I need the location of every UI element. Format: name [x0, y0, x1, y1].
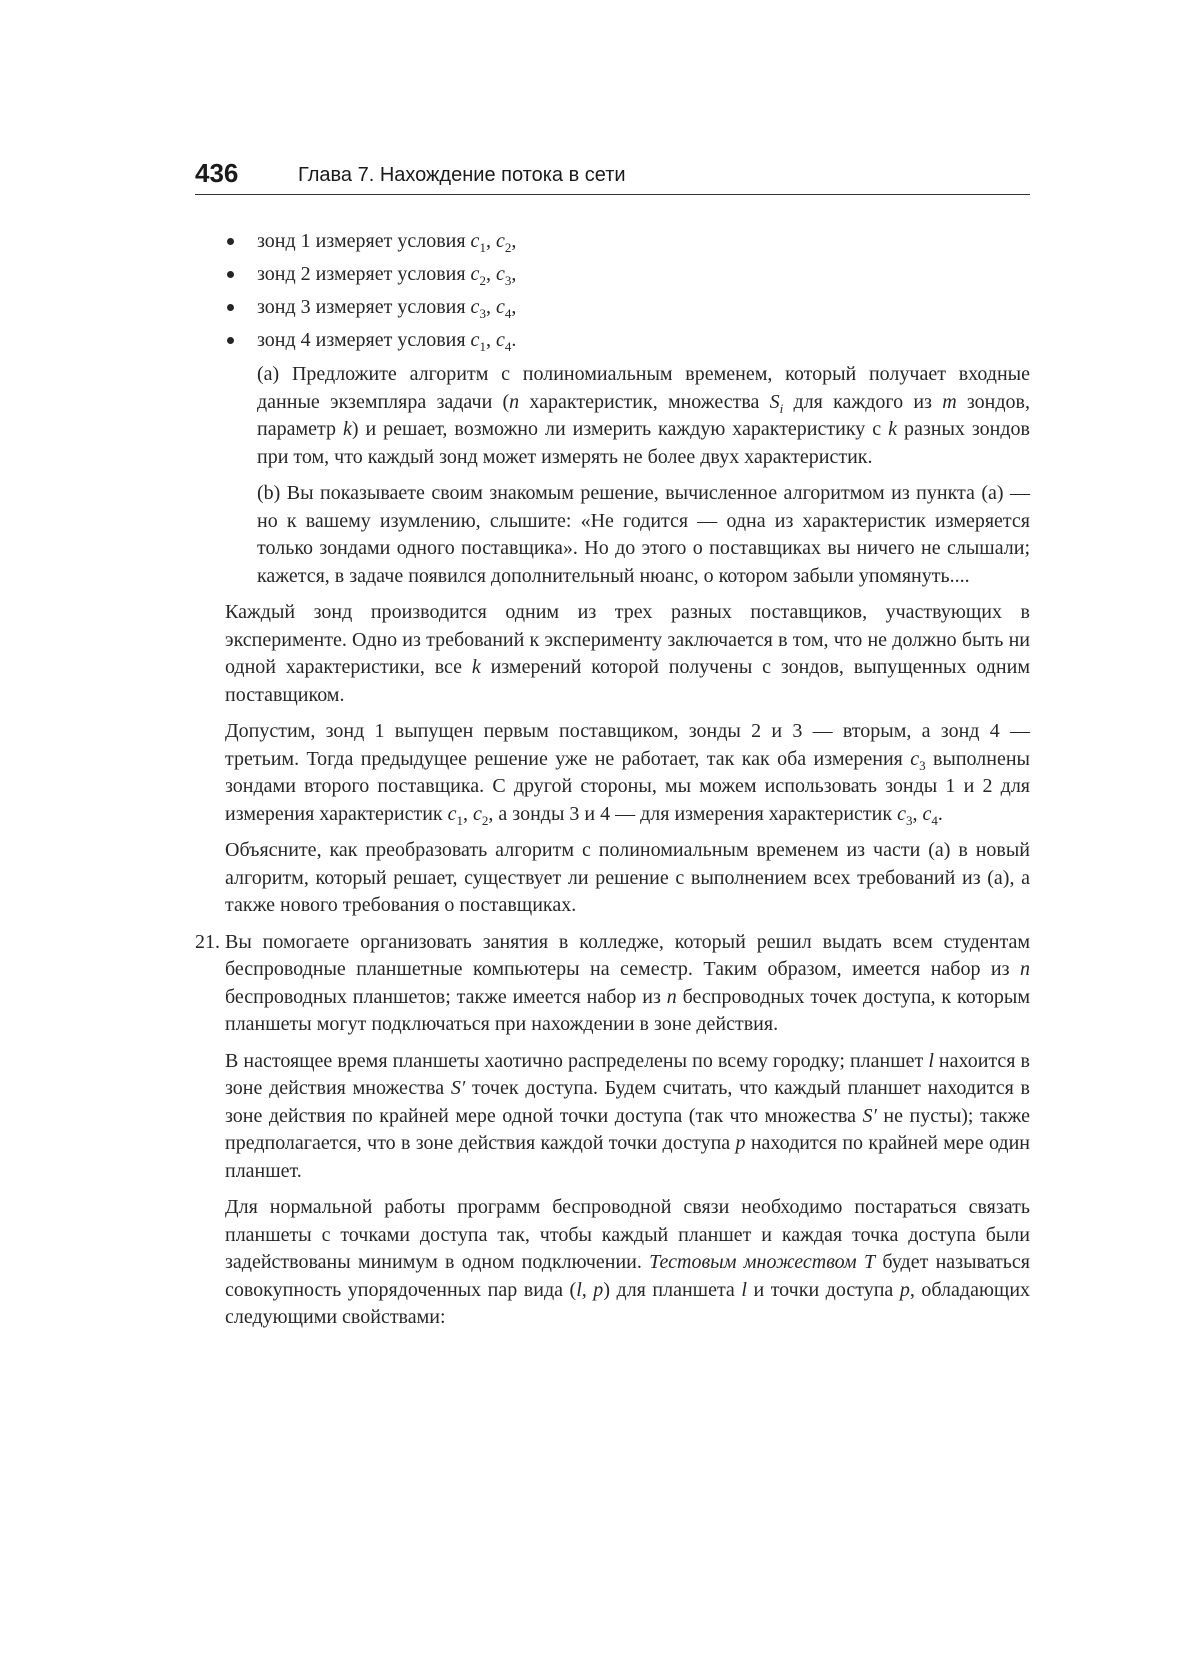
list-item: зонд 1 измеряет условия $c_1$, $c_2$,	[225, 225, 1030, 258]
list-item: зонд 2 измеряет условия $c_2$, $c_3$,	[225, 258, 1030, 291]
part-a-paragraph: (a) Предложите алгоритм с полиномиальным временем, который получает входные данные экземпляра задачи (n характеристик, множества $S_i$ для каждого из m зондов, параметр k) и решает, возможно ли измерить каждую характеристику с k разных зондов при том, что каждый зонд может измерять не более двух характеристик.	[257, 363, 1030, 468]
problem-number: 21.	[195, 930, 220, 953]
list-item: зонд 4 измеряет условия $c_1$, $c_4$.	[225, 324, 1030, 357]
page-number: 436	[195, 158, 239, 188]
bullet-icon	[227, 304, 234, 311]
problem-21: 21. Вы помогаете организовать занятия в колледже, который решил выдать всем студентам беспроводные планшетные компьютеры на семестр. Таким образом, имеется набор из n беспроводных планшетов; также имеется набор из n беспроводных точек доступа, к которым планшеты могут подключаться при нахождении в зоне действия.	[195, 930, 1030, 1035]
explain-paragraph: Объясните, как преобразовать алгоритм с полиномиальным временем из части (a) в новый алгоритм, который решает, существует ли решение с выполнением всех требований из (a), а также нового требования о поставщиках.	[225, 839, 1030, 916]
page-header	[195, 158, 1030, 195]
list-item: зонд 3 измеряет условия $c_3$, $c_4$,	[225, 291, 1030, 324]
part-b-paragraph: (b) Вы показываете своим знакомым решение, вычисленное алгоритмом из пункта (a) — но к вашему изумлению, слышите: «Не годится — одна из характеристик измеряется только зондами одного поставщика». Но до этого о поставщиках вы ничего не слышали; кажется, в задаче появился дополнительный нюанс, о котором забыли упомянуть....	[257, 482, 1030, 587]
probe-list	[225, 225, 1030, 357]
tablets-paragraph: В настоящее время планшеты хаотично распределены по всему городку; планшет l нахоится в зоне действия множества S′ точек доступа. Будем считать, что каждый планшет находится в зоне действия по крайней мере одной точки доступа (так что множества S′ не пусты); также предполагается, что в зоне действия каждой точки доступа p находится по крайней мере один планшет.	[225, 1049, 1030, 1182]
vendors-paragraph: Каждый зонд производится одним из трех разных поставщиков, участвующих в эксперименте. Одно из требований к эксперименту заключается в том, что не должно быть ни одной характеристики, все k измерений которой получены с зондов, выпущенных одним поставщиком.	[225, 601, 1030, 706]
page-body	[195, 225, 1031, 1332]
test-set-paragraph: Для нормальной работы программ беспроводной связи необходимо постараться связать планшеты с точками доступа так, чтобы каждый планшет и каждая точка доступа были задействованы минимум в одном подключении. Тестовым множеством T будет называться совокупность упорядоченных пар вида (l, p) для планшета l и точки доступа p, обладающих следующими свойствами:	[225, 1196, 1031, 1328]
bullet-icon	[227, 271, 234, 278]
running-title: Глава 7. Нахождение потока в сети	[298, 164, 626, 186]
bullet-icon	[227, 238, 234, 245]
example-paragraph: Допустим, зонд 1 выпущен первым поставщиком, зонды 2 и 3 — вторым, а зонд 4 — третьим. Тогда предыдущее решение уже не работает, так как оба измерения $c_3$ выполнены зондами второго поставщика. С другой стороны, мы можем использовать зонды 1 и 2 для измерения характеристик $c_1$, $c_2$, а зонды 3 и 4 — для измерения характеристик $c_3$, $c_4$.	[225, 720, 1030, 828]
bullet-icon	[227, 337, 234, 344]
